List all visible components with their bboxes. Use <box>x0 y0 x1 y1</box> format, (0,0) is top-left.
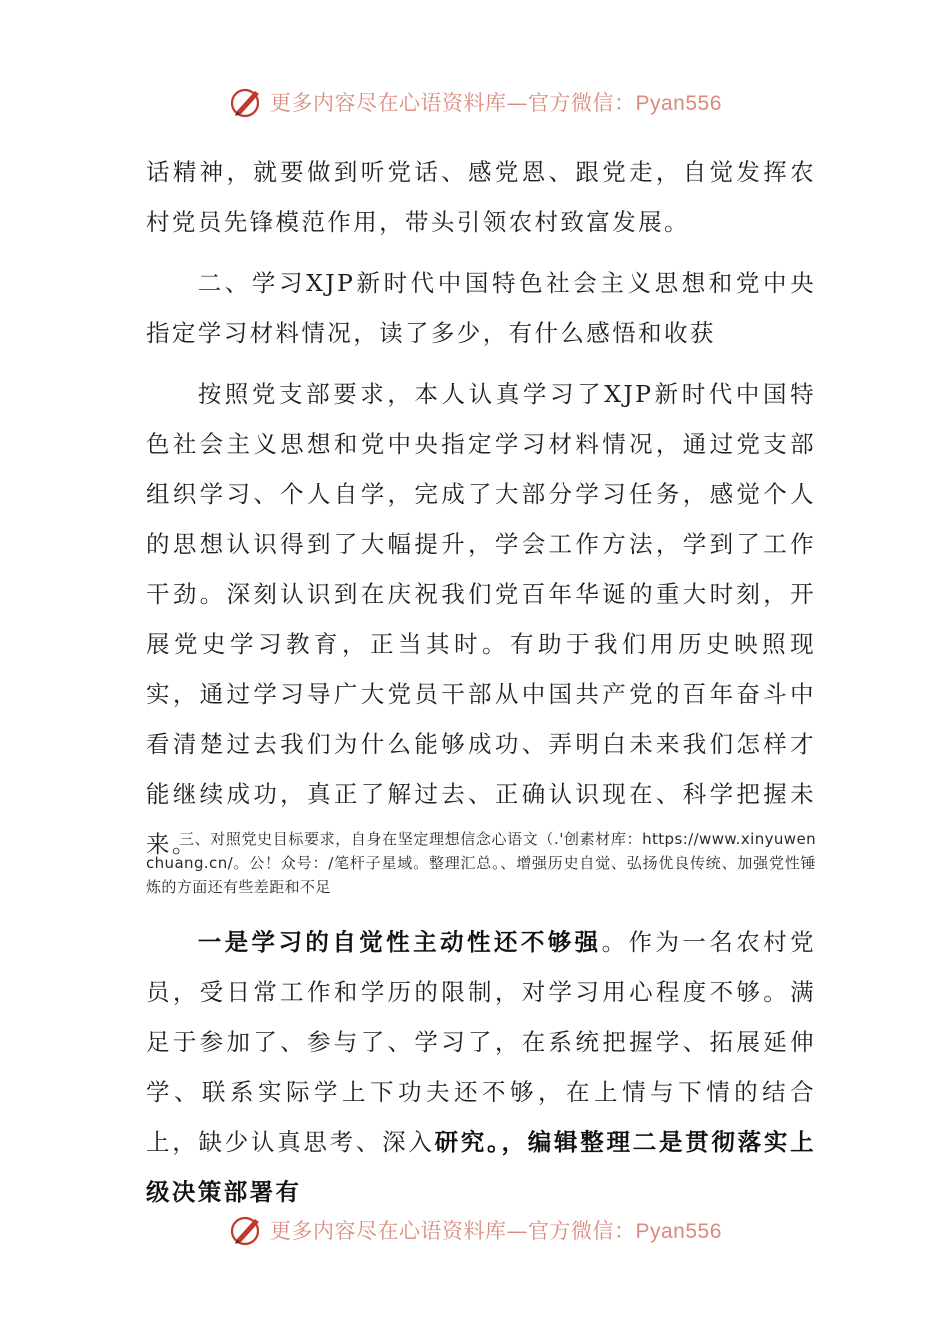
paragraph-continuation: 话精神，就要做到听党话、感党恩、跟党走，自觉发挥农村党员先锋模范作用，带头引领农村致富发展。 <box>146 158 816 236</box>
section-heading-3: 三、对照党史目标要求，自身在坚定理想信念心语文（.'创素材库：https://www.xinyuwenchuang.cn/。公！众号：/笔杆子星域。整理汇总。、增强历史自觉、弘扬优良传统、加强党性锤炼的方面还有些差距和不足 <box>146 830 816 896</box>
header-banner <box>228 82 748 122</box>
pen-logo-icon <box>228 1212 264 1248</box>
paragraph-shortcoming-1 <box>146 917 816 1217</box>
bold-lead: 一是学习的自觉性主动性还不够强 <box>197 928 602 956</box>
banner-text: 更多内容尽在心语资料库—官方微信：Pyan556 <box>270 1219 722 1243</box>
paragraph-study-summary: 按照党支部要求，本人认真学习了XJP新时代中国特色社会主义思想和党中央指定学习材料情况，通过党支部组织学习、个人自学，完成了大部分学习任务，感觉个人的思想认识得到了大幅提升，学会工作方法，学到了工作干劲。深刻认识到在庆祝我们党百年华诞的重大时刻，开展党史学习教育，正当其时。有助于我们用历史映照现实，通过学习导广大党员干部从中国共产党的百年奋斗中看清楚过去我们为什么能够成功、弄明白未来我们怎样才能继续成功，真正了解过去、正确认识现在、科学把握未来。 <box>146 380 816 858</box>
wechat-account: Pyan556 <box>635 92 722 115</box>
wechat-account: Pyan556 <box>635 1220 722 1243</box>
footer-banner <box>228 1210 748 1250</box>
banner-text: 更多内容尽在心语资料库—官方微信：Pyan556 <box>270 91 722 115</box>
pen-logo-icon <box>228 84 264 120</box>
section-heading-2: 二、学习XJP新时代中国特色社会主义思想和党中央指定学习材料情况，读了多少，有什么感悟和收获 <box>146 269 816 347</box>
bold-tail: 研究。，编辑整理二是贯彻落实上级决策部署有 <box>146 1128 817 1206</box>
paragraph-text: 。作为一名农村党员，受日常工作和学历的限制，对学习用心程度不够。满足于参加了、参与了、学习了，在系统把握学、拓展延伸学、联系实际学上下功夫还不够，在上情与下情的结合上，缺少认真思考、深入 <box>146 928 817 1156</box>
